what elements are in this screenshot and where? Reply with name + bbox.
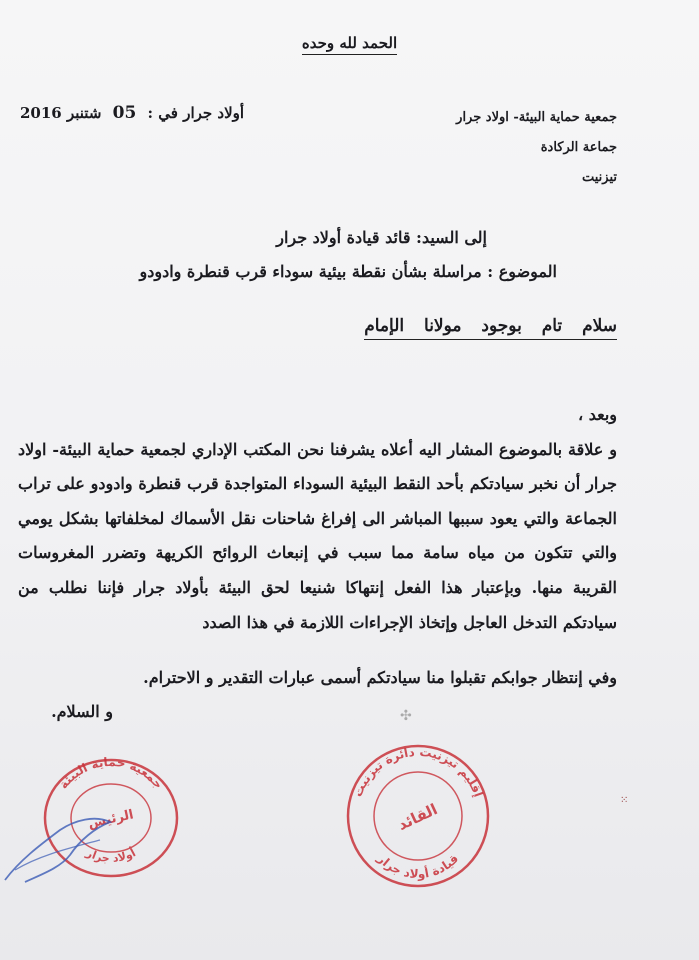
- sender-name: جمعية حماية البيئة- اولاد جرار: [456, 110, 617, 125]
- signoff-line: و السلام.: [51, 702, 113, 721]
- authority-stamp-center: القائد: [394, 800, 441, 835]
- decorative-mark: ✣: [400, 708, 412, 724]
- association-stamp-bottom-text: أولاد جرار: [84, 846, 138, 865]
- svg-text:جمعية حماية البيئة: [56, 755, 166, 792]
- association-stamp-ring-text: جمعية حماية البيئة: [56, 754, 166, 792]
- salutation: سلام تام بوجود مولانا الإمام: [364, 316, 617, 340]
- ink-dots: ⁙: [620, 795, 629, 806]
- sender-city: تيزنيت: [581, 170, 617, 185]
- body-paragraph: و علاقة بالموضوع المشار اليه أعلاه يشرفنا نحن المكتب الإداري لجمعية حماية البيئة- اولاد جرار أن نخبر سيادتكم بأحد النقط البيئية السوداء المتواجدة قرب قنطرة وادودو على تراب الجماعة والتي يعود سببها المباشر الى إفراغ شاحنات نقل الأسماك لمخلفاتها بشكل يومي والتي تتكون من مياه سامة مما سبب في إنبعاث الروائح الكريهة وتضرر المغروسات القريبة منها. وبإعتبار هذا الفعل إنتهاكا شنيعا لحق البيئة بأولاد جرار فإننا نطلب من سيادتكم التدخل العاجل وإتخاذ الإجراءات اللازمة في هذا الصدد: [18, 439, 618, 632]
- date-line: [20, 103, 244, 123]
- association-stamp-center: الرئيس: [86, 807, 135, 832]
- body-opening: وبعد ،: [577, 405, 617, 424]
- sender-commune: جماعة الركادة: [540, 140, 617, 155]
- letter-heading: الحمد لله وحده: [0, 34, 699, 52]
- authority-stamp-bottom-text: قيادة أولاد جرار: [374, 851, 462, 882]
- authority-stamp: [340, 738, 495, 888]
- authority-stamp-ring-text: إقليم تيزنيت دائرة تيزنيت: [350, 744, 486, 799]
- recipient-line: إلى السيد: قائد قيادة أولاد جرار: [276, 228, 487, 247]
- date-day: 05: [112, 103, 137, 123]
- letter-body: [18, 398, 617, 640]
- closing-line: وفي إنتظار جوابكم تقبلوا منا سيادتكم أسمى عبارات التقدير و الاحترام.: [143, 668, 617, 687]
- subject-line: الموضوع : مراسلة بشأن نقطة بيئية سوداء قرب قنطرة وادودو: [139, 262, 557, 281]
- date-prefix: أولاد جرار في :: [147, 104, 245, 122]
- signature: [0, 800, 120, 890]
- date-month-year: شتنبر 2016: [20, 104, 102, 122]
